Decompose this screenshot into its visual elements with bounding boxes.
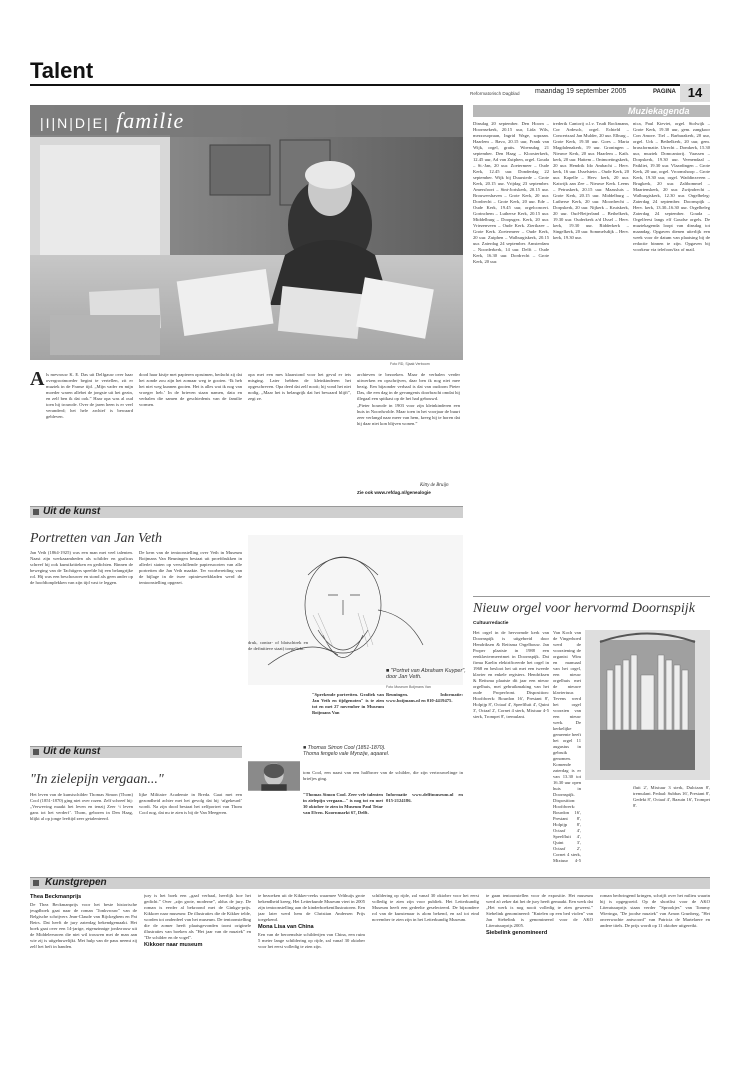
agenda-column: nica, Paul Kieviet, orgel. Stolwijk – Grote Kerk, 19.30 uur, gem. zangkoor Con Amore. Tiel – Barbarakerk, 20 uur, orgel. Urk – Bethelkerk, 20 uur, gem. brassformatie. Utrecht – Domkerk, 15.30 uur, muziek Domcantorij. Vaassen – Dorpskerk, 19.30 uur. Veenendaal – Patkliet, 19.30 uur. Vlaardingen – Grote Kerk, 20 uur, orgel. Vroomshoop – Grote Kerk, 19.30 uur, orgel. Waddinxveen – Brugkerk, 20 uur. Zaltbommel – Maartenskerk, 20 uur. Zwijndrecht – Walburgiskerk, 12.30 uur. Orgelbeleg: Zaterdag 24 september. Doornspijk – Herv. kerk, 13.30–16.30 uur. Orgelbeleg Zaterdag 24 september. Gouda – Orgelfeest langs elf Goudse orgels. De muziekagenda loopt van dinsdag tot maandag. Opgaven dienen uiterlijk een week voor de datum van plaatsing bij de redactie binnen te zijn. Opgaven bij voorkeur via telefoon/fax of mail. [633,121,710,252]
section-marker [33,749,39,755]
article-weblink[interactable]: Zie ook www.refdag.nl/genealogie [357,490,431,495]
family-photo [30,105,463,360]
photo-caption: ■ Thomas Simon Cool (1851-1870). Thoma fengelo vale Mynzije, aqaarel. [303,745,390,757]
article-title: Portretten van Jan Veth [30,531,163,546]
article-column: Van Koch van de Vingerhoed werd de voorziening de organist Wim en manuaal van het orgel, een nieuw orgelhuis met de nieuwe klaviertuur. Tevens werd het orgel voorzien van een nieuw werk. De kerkelijke gemeente heeft het orgel 11 augustus in gebruik genomen. Komende zaterdag is er van 13.30 tot 16.30 uur open huis in Doornspijk. Disposition: Hoofdwerk: Bourdon 16', Prestant 8', Holpijp 8', Octaaf 4', Speelfluit 4', Quint 3', Octaaf 2', Cornet 4 sterk, Mixtuur 4-5 [553,630,581,862]
article-column: dood haar kistje met papieren opruimen, bedacht zij dat het zonde zou zijn het zomaar weg te gooien. ‘Ik heb het niet weg kunnen gooien. Het is alles wat ik nog van vroeger heb.’ In de brieven staan namen, data en verhalen die samen de geschiedenis van de familie vormen. [139,372,242,407]
drop-cap: A [30,368,45,390]
photo-credit: Foto Museum Boijmans Van [386,685,431,689]
organ-photo [585,630,710,780]
article-column: tom Cool, een naast van een halfbroer van de schilder, die zijn vertrouwelinge in briefjes ging. [303,770,463,781]
article-column: fluit 2', Mixtuur 3 sterk, Dulciaan 8', tremulant. Pedaal: Subbas 16', Prestant 8', Gedekt 8', Octaaf 4', Bazuin 16', Trompet 8'. [633,785,710,808]
photo-caption: ■ "Portret van Abraham Kuyper", door Jan Veth. [386,668,466,680]
article-column: Het leven van de kunstschilder Thomas Simon (Thom) Cool (1851-1870) ging niet over rozen. Zelf schreef hij: „Verweving maakt het leven en tenzij Zeer ‘t leven gans tot het verderf’. Thom, geboren in Den Haag, blijkt al op jonge leeftijd zeer getalenteerd. [30,792,133,821]
news-heading: Siebelink genomineerd [486,930,548,936]
section-bar [30,877,710,889]
muziekagenda-title: Muziekagenda [628,106,690,116]
page-number: 14 [680,84,710,102]
news-heading: Mona Lisa van China [258,924,314,930]
news-heading: Thea Beckmanprijs [30,894,82,900]
issue-date: maandag 19 september 2005 [535,88,627,95]
article-column: druk, contra- of blatschtrek en de definitieve staat) toegelicht. [248,640,308,651]
exhibition-info: "Thomas Simon Cool. Zeer vele talenten in zielepijn vergaan..." is nog tot en met 30 oktober te zien in Museum Paul Tetar van Elven. Koornmarkt 67, Delft. [303,792,383,815]
cool-painting [248,740,300,812]
exhibition-info: "Sprekende portretten. Grafiek van Jan Veth en tijdgenoten" is te zien tot en met 27 november in Museum Boijmans Van [312,692,384,715]
article-column: ls mevrouw K. E. Das uit Delfgauw over haar overgrootmoeder begint te vertellen, zit er muziek in de Franse tijd. „Mijn vader en mijn moeder waren allebei de jongste uit het gezin, en zelf ben ik dat ook.” Haar opa was al oud toen hij trouwde. Over de jaren heen is er veel veranderd; het hele archief is bewaard gebleven. [46,372,133,419]
article-title: Nieuw orgel voor hervormd Doornspijk [473,601,695,616]
family-banner-title: |I|N|D|E| familie [40,108,185,133]
article-column: archieven te bezoeken. Maar de verhalen verder uitwerken en opschrijven, daar ben ik nog niet mee bezig. Een bijzonder verhaal is dat van oudoom Pieter Das, die een dag in de gevangenis doorbracht omdat hij illegaal een spitkast op de hei had gebouwd. „Pieter bouwde in 1903 voor zijn kleinkinderen een huis in Noordwolde. Maar toen in het voorjaar de buurt zeer verlangd naar meer van hem, kreeg hij te horen dat hij daar niet kon blijven wonen.” [357,372,460,426]
exhibition-info: Informatie www.delftmuseum.nl en 015-2124186. [386,792,463,803]
section-title: Talent [30,58,94,83]
section-marker [33,509,39,515]
photo-credit: Foto RD, Sjaak Verboom [390,362,430,366]
news-column: jury is het boek een „gaaf verhaal, heerlijk hoe het gedicht.” Over „zijn grote, moderne”, aldus de jury. De roman is eerder al bekroond met de Ginkgo-prijs. Kikkoer naar museum: De illustraties die de Kikker telde, worden tot onderdeel van het museum. De tentoonstelling die de zomer heeft plaatsgevonden toont originele illustraties van boeken als "Het jaar van de muziek" en "De schilder en de vogel". Kikkoer naar museum [144,893,251,948]
article-author: Kitty de Bruijn [420,483,449,488]
news-column: te gaan tentoonstellen voor de expositie. Het museum werd zó zeker dat het de jury heeft gemaakt. Een werk dat „Het werk is nog nooit volledig te zien geweest.” Siebelink genomineerd: "Knielen op een bed violen" van Jan Siebelink is genomineerd voor de AKO Literatuurprijs 2005. Siebelink genomineerd [486,893,593,936]
article-column: Jan Veth (1864-1925) was een man met veel talenten. Naast zijn werkzaamheden als schilder en graficus schreef hij ook kunstkritieken en gedichten. Binnen de beweging van de Tachtigers speelde hij een belangrijke rol. Hij was een beschouwer en stond als geen ander op de hoofdtonplekken van zijn tijd vast te leggen. [30,550,133,585]
news-column: roman bedwingend kringen, schrijft over het milieu waarin hij is opgegroeid. Op de shortlist voor de AKO Literatuurprijs staan verder "Sprookjes" van Tommy Wieringa, "De joodse muziek" van Arnon Grunberg, "Het onverwachte antwoord" van Patricia de Martelaere en andere titels. De prijs wordt op 11 oktober uitgereikt. [600,893,710,928]
section-title: Uit de kunst [43,506,101,517]
page-label: PAGINA [653,89,676,95]
header-rule [30,84,710,86]
publication-name: Reformatorisch Dagblad [470,91,520,96]
article-title: "In zielepijn vergaan..." [30,772,164,787]
article-column: lijke Militaire Academie in Breda. Gaat met een gezondheid achter met het gevolg dat hij ‘afgekeurd’ wordt. Na zijn dood bestaat het zelfportret van Thom Cool nog, dat nu te zien is bij de Van Meegeren. [139,792,242,815]
agenda-column: trederik Cantorij o.l.v. Trudi Rockmann, Cor Ardesch, orgel. Echteld – Concertzaal Jan Mulder, 20 uur. Elburg – Grote Kerk, 19.30 uur. Goes – Maria Magdalenakerk, 19 uur. Groningen – Nieuwe Kerk, 20 uur. Haarlem – Kath. kerk, 20 uur. Hattem – Ontmoetingskerk, 20 uur. Hendrik Ido Ambacht – Herv. kerk, 16 uur. IJsselstein – Oude Kerk, 20 uur. Kapelle – Herv. kerk, 20 uur. Katwijk aan Zee – Nieuwe Kerk. Leens – Petruskerk, 20.15 uur. Maassluis – Grote Kerk, 20.15 uur. Middelburg – Lutherse Kerk, 20 uur. Moordrecht – Dorpskerk, 20 uur. Nijkerk – Kruiskerk, 20 uur. Oud-Beijerland – Bethelkerk, 19.30 uur. Ouderkerk a/d IJssel – Herv. kerk, 19.30 uur. Ridderkerk – Singelkerk, 20 uur. Sommelsdijk – Herv. kerk, 19.30 uur. [553,121,629,240]
section-marker [33,880,39,886]
divider [473,596,710,597]
news-column: te bezoeken uit de Kikker-reeks waarmee Velthuijs grote bekendheid kreeg. Het Letterkunde Museum viert in 2005 zijn tentoonstelling aan de kinderboekenillustratoren. Een jaar later werd hem de Christian Andersen Prijs toegekend. Mona Lisa van China Een van de beroemdste schilderijen van China, een ruim 5 meter lange schildering op rijde, zal vanaf 30 oktober voor het eerst volledig te zien zijn. [258,893,365,949]
exhibition-info: Beuningen. Informatie: www.boijmans.nl en 010-4419475. [386,692,463,703]
news-heading: Kikkoer naar museum [144,942,203,948]
news-column: Thea Beckmanprijs De Thea Beckmanprijs voor het beste historische jeugdboek gaat naar de roman "Jonkvrouw" van de Belgische schrijvers Jean-Claude van Rijckeghem en Pat Beirs. Dat heeft de jury zaterdag bekendgemaakt. Het boek gaat over een 14-jarige, eigenzinnige jonkvrouw uit de Middeleeuwen die niet wil trouwen met de man aan wie zij is uitgehuwelijkt. Met hulp van de paus neemt zij zelf het heft in handen. [30,894,137,949]
article-byline: Cultuurredactie [473,621,509,626]
article-column: opa met een mes klaarstond voor het geval er iets misging. Later hebben de kleinkinderen het opgeschreven. Opa deed dat zelf nooit; hij vond het niet nodig. „Maar het is belangrijk dat het bewaard blijft”, zegt ze. [248,372,351,401]
article-column: De kern van de tentoonstelling over Veth in Museum Boijmans Van Beuningen bestaat uit proefdrukken in allerlei staten op verschillende papiersoorten van alle portretten die Jan Veth maakte. Ter voorbereiding van de bijlage in de twee opinieweekbladen werd de tentoonstelling opgezet. [139,550,242,585]
section-title: Uit de kunst [43,746,101,757]
section-title: Kunstgrepen [45,877,107,888]
news-column: schildering op rijde, zal vanaf 30 oktober voor het eerst volledig te zien zijn voor publiek. Het Letterkundig Museum heeft een gedeelte geselecteerd. De bijzondere rol van de kunstenaar is alom bekend, en zal tot eind november te zien zijn in het Letterkundig Museum. [372,893,479,922]
agenda-column: Dinsdag 20 september. Den Hoorn – Hoornsekerk, 20.15 uur, Lida Wils, mezzosopraan, Ingrid Wage, sopraan. Haarlem – Bavo, 20.15 uur, Frank van Wijk, orgel, gratis. Woensdag 21 september. Den Haag – Kloosterkerk, 12.45 uur, Ad van Zutphen, orgel. Gouda – St.-Jan, 20 uur. Zoetermeer – Oude Kerk, 12.45 uur. Donderdag 22 september. Wijk bij Duurstede – Grote Kerk, 20.15 uur. Vrijdag 23 september. Amersfoort – Sint-Joriskerk, 20.15 uur. Brouwershaven – Grote Kerk, 20 uur. Dordrecht – Grote Kerk, 20 uur. Ede – Oude Kerk, 19.45 uur, orgelconcert. Gorinchem – Lutherse Kerk, 20.15 uur. Middelburg – Doopsgez. Kerk, 20 uur. Vriezenveen – Oude Kerk. Zierikzee – Grote Kerk. Zoetermeer – Oude Kerk, 20 uur. Zutphen – Walburgiskerk, 20.15 uur. Zaterdag 24 september. Amsterdam – Noorderkerk, 14 uur. Delft – Oude Kerk, 16.30 uur. Dordrecht – Grote Kerk, 20 uur. [473,121,549,264]
article-column: Het orgel in de hervormde kerk van Doornspijk is uitgebreid door Hendriksen & Reitsma Orgelbouw. Jan Proper plaatste in 1988 een eenklaviermeertmet in Doornspijk. Dat firma Kaelin elektrificeerde het orgel in 1968 en besloot het uit met een tweede klavier en enkele registers. Hendriksen & Reitsma plaatste dit jaar een nieuw orgelhuis, met gebruikmaking van het oude Properfront. Disposition: Hoofdwerk: Bourdon 16', Prestant 8', Holpijp 8', Octaaf 4', Speelfluit 4', Quint 3', Octaaf 2', Cornet 4 sterk, Mixtuur 4-5 sterk, Trompet 8', tremulant. [473,630,549,719]
